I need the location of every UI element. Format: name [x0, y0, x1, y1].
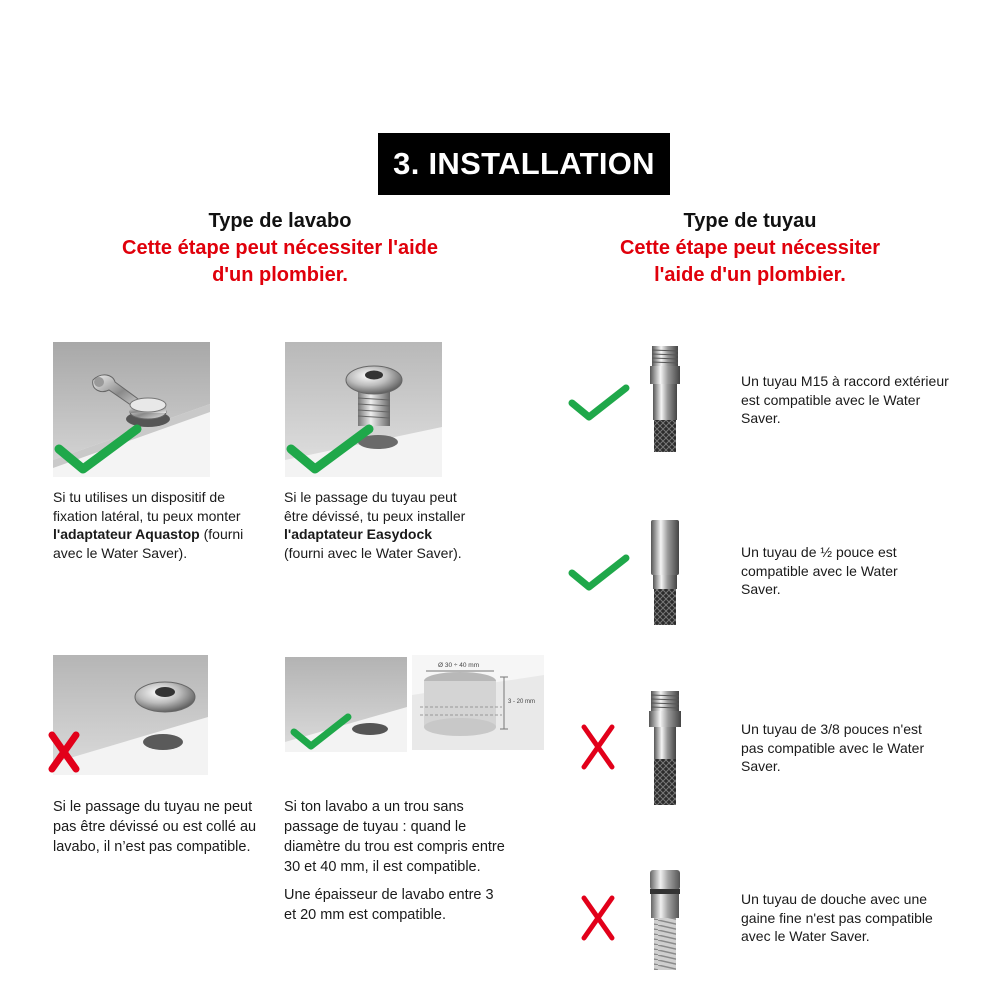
hose-type-title: Type de tuyau [683, 210, 817, 232]
section-title [378, 133, 670, 195]
hose-type-header [560, 208, 940, 289]
shower-hose-image [636, 865, 694, 970]
aquastop-text-post: (fourni avec le Water Saver). [53, 526, 244, 561]
hole-thickness-text: Une épaisseur de lavabo entre 3 et 20 mm est compatible. [284, 887, 494, 923]
glued-description: Si le passage du tuyau ne peut pas être dévissé ou est collé au lavabo, il n’est pas compatible. [53, 799, 257, 855]
three-eighths-hose-description: Un tuyau de 3/8 pouces n'est pas compatible avec le Water Saver. [741, 721, 925, 774]
section-title-text: 3. INSTALLATION [393, 146, 655, 181]
aquastop-description [53, 488, 258, 562]
aquastop-text-pre: Si tu utilises un dispositif de fixation latéral, tu peux monter [53, 489, 241, 524]
shower-hose-description: Un tuyau de douche avec une gaine fine n'est pas compatible avec le Water Saver. [741, 891, 933, 944]
sink-type-title: Type de lavabo [208, 210, 352, 232]
check-icon [285, 423, 375, 475]
easydock-text-pre: Si le passage du tuyau peut être dévissé, tu peux installer [284, 489, 466, 524]
easydock-description [284, 488, 474, 562]
hose-type-warning-1: Cette étape peut nécessiter [619, 237, 881, 259]
diameter-label: Ø 30 ÷ 40 mm [438, 662, 480, 669]
three-eighths-hose-image [636, 688, 694, 805]
hose-type-warning-2: l'aide d'un plombier. [654, 264, 846, 286]
m15-hose-image [636, 342, 694, 452]
hole-description [284, 797, 509, 925]
easydock-text-post: (fourni avec le Water Saver). [284, 544, 462, 561]
thickness-label: 3 - 20 mm [508, 699, 536, 705]
check-icon [289, 712, 353, 752]
half-inch-hose-image [636, 515, 694, 625]
sink-type-warning-1: Cette étape peut nécessiter l'aide [122, 237, 438, 259]
m15-hose-description: Un tuyau M15 à raccord extérieur est compatible avec le Water Saver. [741, 373, 949, 426]
hole-dimension-diagram [412, 655, 544, 750]
easydock-adapter-name: l'adaptateur Easydock [284, 526, 433, 542]
cross-icon [46, 730, 82, 774]
sink-type-header [60, 208, 500, 289]
cross-icon [578, 893, 618, 943]
check-icon [567, 553, 631, 593]
cross-icon [578, 722, 618, 772]
half-inch-hose-description: Un tuyau de ½ pouce est compatible avec le Water Saver. [741, 544, 898, 597]
check-icon [53, 423, 143, 475]
sink-type-warning-2: d'un plombier. [212, 264, 348, 286]
check-icon [567, 383, 631, 423]
hole-diameter-text: Si ton lavabo a un trou sans passage de tuyau : quand le diamètre du trou est compris entre 30 et 40 mm, il est compatible. [284, 799, 505, 875]
aquastop-adapter-name: l'adaptateur Aquastop [53, 526, 200, 542]
